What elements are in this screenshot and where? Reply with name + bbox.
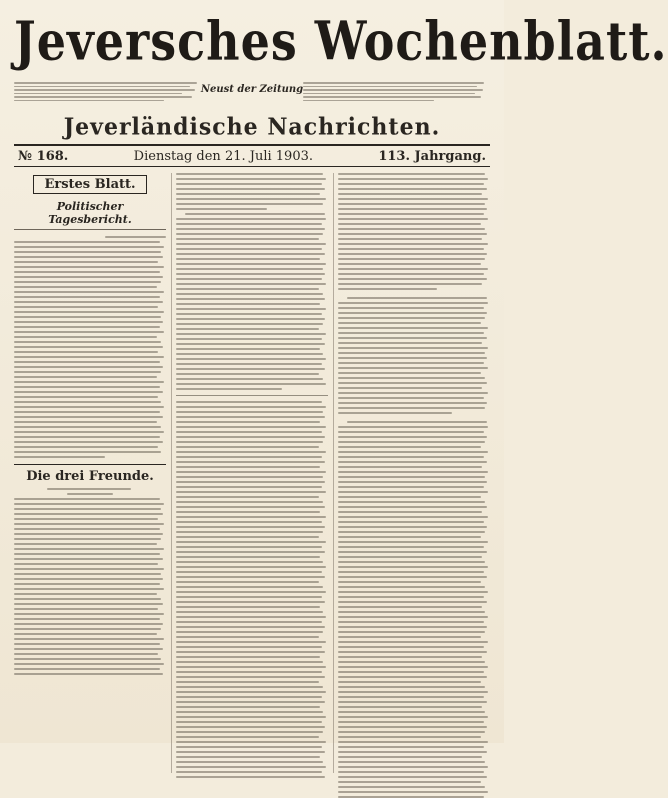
section-heading: Politischer Tagesbericht.: [14, 200, 166, 230]
column-2: [176, 173, 328, 773]
article-columns: [14, 173, 490, 773]
column-2-text-block-a: [176, 173, 328, 210]
issue-date: Dienstag den 21. Juli 1903.: [133, 148, 313, 164]
masthead-subline: [14, 82, 490, 112]
column-1-text-block-b: [14, 488, 166, 675]
column-3-text-block-a: [338, 173, 490, 290]
publication-notice-left: [14, 82, 201, 103]
column-1-text-block-a: [14, 236, 166, 458]
column-3-text-block-c: [338, 421, 490, 798]
column-2-text-block-c: [176, 401, 328, 778]
issue-number: № 168.: [18, 148, 69, 164]
column-2-divider: [176, 395, 328, 396]
issue-volume: 113. Jahrgang.: [378, 148, 486, 164]
column-rule: [171, 173, 172, 773]
article-title: Die drei Freunde.: [14, 464, 166, 484]
column-3: [338, 173, 490, 773]
column-rule: [333, 173, 334, 773]
masthead-subtitle: Jeverländische Nachrichten.: [63, 113, 441, 141]
masthead-title: Jeversches Wochenblatt.: [14, 10, 668, 73]
first-sheet-label: Erstes Blatt.: [33, 175, 146, 194]
issue-bar: [14, 144, 490, 167]
publication-notice-right: [303, 82, 490, 103]
column-3-text-block-b: [338, 297, 490, 414]
column-2-text-block-b: [176, 213, 328, 390]
publication-note: Neust der Zeitung: [200, 84, 304, 95]
column-1: [14, 173, 166, 773]
